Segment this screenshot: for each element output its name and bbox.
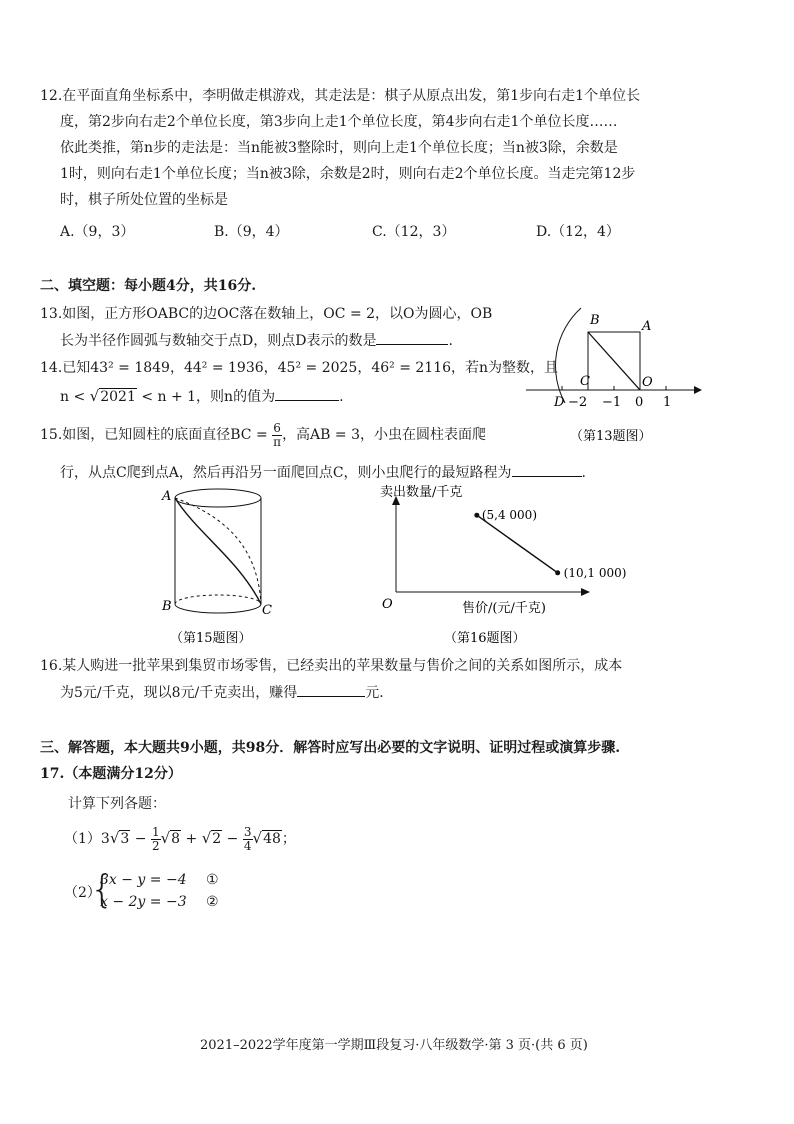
fig16-caption: （第16题图） [444,631,526,646]
q16-line-2 [60,682,384,703]
q17-p2-num1: ① [206,872,219,888]
data-label-2: (10,1 000) [563,565,627,580]
q15-text-c: 行，从点C爬到点A，然后再沿另一面爬回点C，则小虫爬行的最短路程为 [60,465,512,481]
q17-p2-label: （2） [64,885,101,901]
q13-answer-blank [376,330,448,345]
diagonal-ob [588,332,640,390]
label-c: C [262,603,272,618]
q17-p1-label: （1） [64,831,101,847]
q16-answer-blank [297,682,365,697]
section-2-title: 二、填空题：每小题4分，共16分. [40,278,257,294]
q14-text: < n + 1，则n的值为 [141,389,276,405]
q17-p1-op2: + [185,831,198,847]
q12-line-4: 1时，则向右走1个单位长度；当n被3除，余数是2时，则向右走2个单位长度。当走完第12步 [60,166,636,182]
q13-line-2 [60,330,453,351]
label-a: A [642,319,652,334]
q15-frac-den: π [273,434,282,449]
page-footer: 2021–2022学年度第一学期Ⅲ段复习·八年级数学·第 3 页·(共 6 页) [200,1038,588,1053]
sqrt-symbol: √ [252,829,263,847]
fig15-caption: （第15题图） [170,631,252,646]
figure-13 [520,300,710,460]
tick-label-minus1: −1 [602,395,622,410]
label-c: C [580,374,590,389]
q13-end: . [448,333,453,349]
label-o: O [642,375,653,390]
q17-title: 17.（本题满分12分） [40,766,182,782]
cylinder-bottom-front [175,604,261,613]
q17-p1-end: ； [281,831,296,847]
data-line-segment [477,515,558,573]
q15-end: . [581,465,586,481]
y-axis-label: 卖出数量/千克 [380,485,463,500]
data-point-1 [474,513,479,518]
frac-num: 1 [151,824,160,839]
q17-p2-eq2: x − 2y = −3 [100,894,187,910]
q17-p1-rad2: 8 [171,831,181,847]
q15-line-1 [40,420,486,450]
frac-den: 2 [151,838,160,853]
sqrt-symbol: √ [160,829,171,847]
figure-15 [158,484,278,650]
q17-p1-coef: 3 [100,831,110,847]
tick-label-minus2: −2 [568,395,588,410]
label-a: A [162,489,172,504]
q13-text: 长为半径作圆弧与数轴交于点D，则点D表示的数是 [60,333,377,349]
q12-option-a: A.（9，3） [60,224,135,240]
q12-option-b: B.（9，4） [214,224,289,240]
data-point-2 [555,570,560,575]
q17-p1-rad3: 2 [212,831,222,847]
q13-line-1: 13.如图，正方形OABC的边OC落在数轴上，OC = 2，以O为圆心，OB [40,306,493,322]
section-3-title: 三、解答题，本大题共9小题，共98分．解答时应写出必要的文字说明、证明过程或演算步骤. [40,740,621,756]
fig13-caption: （第13题图） [570,429,652,444]
q12-line-1: 12.在平面直角坐标系中，李明做走棋游戏，其走法是：棋子从原点出发，第1步向右走1个单位长 [40,88,641,104]
q17-p2-num2: ② [206,894,219,910]
tick-label-0: 0 [635,395,644,410]
q16-end: 元. [365,685,384,701]
q15-fraction [272,422,282,449]
q14-ineq-left: n < [60,389,86,405]
q14-end: . [339,389,344,405]
sqrt-symbol: √ [109,829,120,847]
q17-p1-rad4: 48 [263,831,281,847]
origin-label: O [382,597,393,612]
q17-p1-op3: − [226,831,239,847]
q14-line-1: 14.已知43² = 1849，44² = 1936，45² = 2025，46² = 2116，若n为整数，且 [40,360,559,376]
q15-line-2 [60,462,586,483]
q12-option-c: C.（12，3） [372,224,456,240]
q12-line-2: 度，第2步向右走2个单位长度，第3步向上走1个单位长度，第4步向右走1个单位长度…… [60,114,618,130]
q16-line-1: 16.某人购进一批苹果到集贸市场零售，已经卖出的苹果数量与售价之间的关系如图所示，成本 [40,658,623,674]
frac-den: 4 [243,838,252,853]
q17-part-1 [64,822,296,855]
q17-p2-eq1: 3x − y = −4 [100,872,187,888]
q14-radicand: 2021 [100,389,136,405]
label-b: B [590,313,600,328]
q14-line-2 [60,386,344,407]
frac-num: 3 [243,824,252,839]
number-line-arrow [694,386,702,394]
q12-line-3: 依此类推，第n步的走法是：当n能被3整除时，则向上走1个单位长度；当n被3除，余数是 [60,140,618,156]
x-axis-label: 售价/(元/千克) [462,601,546,616]
q16-text: 为5元/千克，现以8元/千克卖出，赚得 [60,685,298,701]
label-b: B [162,599,172,614]
q15-answer-blank [512,462,582,477]
q17-p1-op1: − [134,831,147,847]
q14-answer-blank [275,386,339,401]
q17-p1-frac2 [243,826,253,853]
label-d: D [554,395,565,410]
path-front [175,498,261,604]
arc-bd [555,308,581,403]
x-axis-arrow [581,588,590,596]
cylinder-top [175,489,261,507]
q17-p1-frac1 [151,826,161,853]
q15-frac-num: 6 [273,420,281,435]
cylinder-bottom-back [175,595,261,604]
q15-text-b: ，高AB = 3，小虫在圆柱表面爬 [282,427,486,443]
sqrt-symbol: √ [201,829,212,847]
left-brace: { [90,867,115,911]
q17-intro: 计算下列各题： [68,796,166,812]
q12-line-5: 时，棋子所处位置的坐标是 [60,192,228,208]
q15-text-a: 15.如图，已知圆柱的底面直径BC = [40,427,268,443]
q12-option-d: D.（12，4） [536,224,620,240]
figure-16-chart [372,484,627,650]
sqrt-symbol: √ [89,387,100,405]
data-label-1: (5,4 000) [481,508,538,523]
tick-label-1: 1 [663,395,672,410]
path-back [175,498,261,604]
q17-p1-rad1: 3 [120,831,130,847]
